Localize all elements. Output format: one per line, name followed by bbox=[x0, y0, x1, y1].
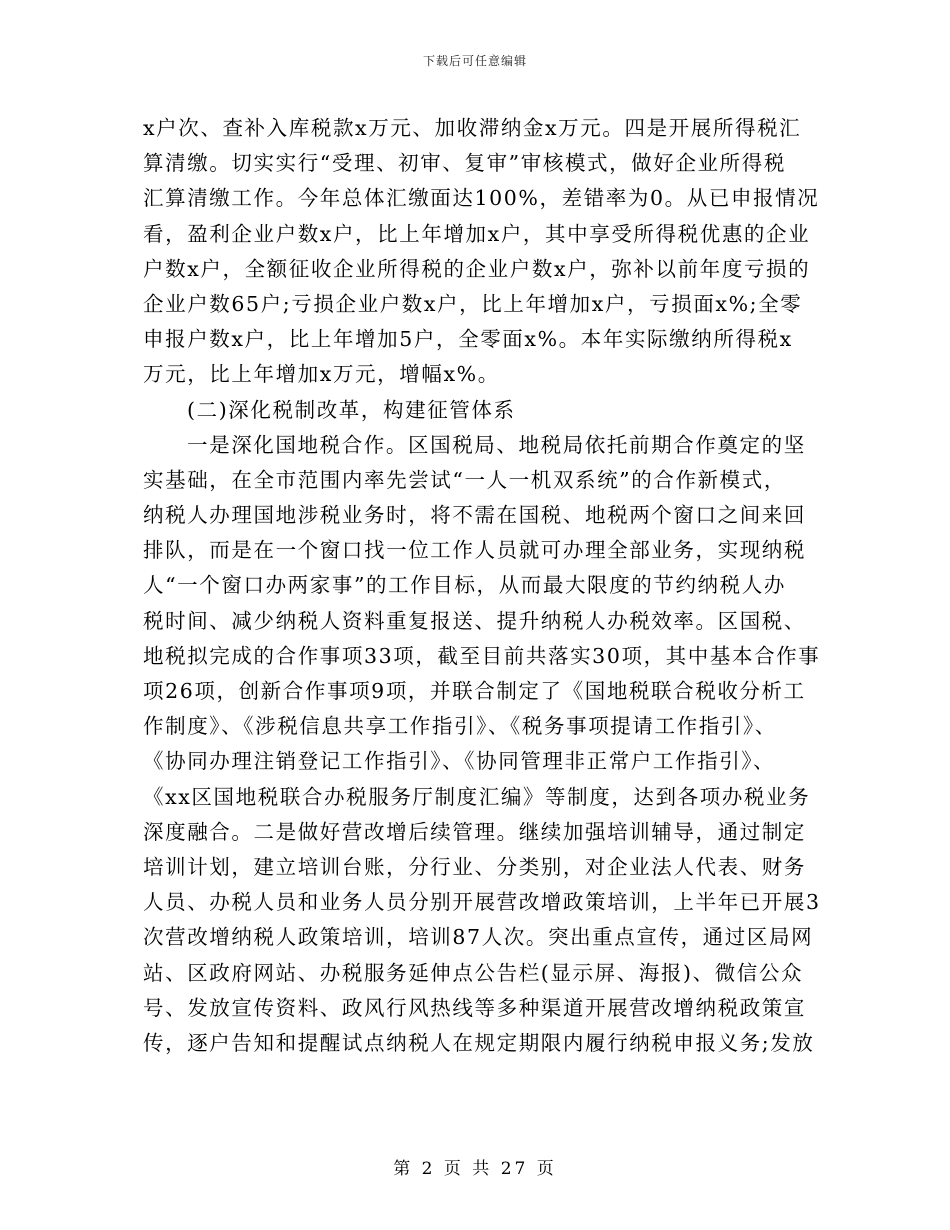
text-line: 汇算清缴工作。今年总体汇缴面达100%，差错率为0。从已申报情况 bbox=[143, 186, 820, 211]
text-line: 万元，比上年增加x万元，增幅x%。 bbox=[143, 362, 500, 387]
document-body bbox=[143, 111, 821, 1061]
text-line: 人员、办税人员和业务人员分别开展营改增政策培训，上半年已开展3 bbox=[143, 890, 821, 915]
text-line: 算清缴。切实实行“受理、初审、复审”审核模式，做好企业所得税 bbox=[143, 151, 786, 176]
text-line: 企业户数65户;亏损企业户数x户，比上年增加x户，亏损面x%;全零 bbox=[143, 291, 803, 316]
text-line: 站、区政府网站、办税服务延伸点公告栏(显示屏、海报)、微信公众 bbox=[143, 960, 804, 985]
text-line: 纳税人办理国地涉税业务时，将不需在国税、地税两个窗口之间来回 bbox=[143, 503, 806, 528]
text-line: 《协同办理注销登记工作指引》、《协同管理非正常户工作指引》、 bbox=[143, 749, 776, 774]
text-line: 实基础，在全市范围内率先尝试“一人一机双系统”的合作新模式， bbox=[143, 467, 786, 492]
text-line: 次营改增纳税人政策培训，培训87人次。突出重点宣传，通过区局网 bbox=[143, 925, 814, 950]
section-heading: (二)深化税制改革，构建征管体系 bbox=[187, 397, 516, 422]
text-line: 地税拟完成的合作事项33项，截至目前共落实30项，其中基本合作事 bbox=[143, 643, 821, 668]
paragraph-start-line: 一是深化国地税合作。区国税局、地税局依托前期合作奠定的坚 bbox=[187, 432, 806, 457]
text-line: 号、发放宣传资料、政风行风热线等多种渠道开展营改增纳税政策宣 bbox=[143, 995, 806, 1020]
text-line: 培训计划，建立培训台账，分行业、分类别，对企业法人代表、财务 bbox=[143, 854, 806, 879]
text-line: 《xx区国地税联合办税服务厅制度汇编》等制度，达到各项办税业务 bbox=[143, 784, 811, 809]
text-line: 税时间、减少纳税人资料重复报送、提升纳税人办税效率。区国税、 bbox=[143, 608, 806, 633]
page-header: 下载后可任意编辑 bbox=[422, 54, 527, 68]
text-line: 排队，而是在一个窗口找一位工作人员就可办理全部业务，实现纳税 bbox=[143, 538, 806, 563]
text-line: 项26项，创新合作事项9项，并联合制定了《国地税联合税收分析工 bbox=[143, 679, 806, 703]
text-line: 作制度》、《涉税信息共享工作指引》、《税务事项提请工作指引》、 bbox=[143, 714, 777, 739]
text-line: 户数x户，全额征收企业所得税的企业户数x户，弥补以前年度亏损的 bbox=[143, 256, 811, 281]
text-line: 申报户数x户，比上年增加5户，全零面x%。本年实际缴纳所得税x bbox=[143, 327, 793, 352]
text-line: x户次、查补入库税款x万元、加收滞纳金x万元。四是开展所得税汇 bbox=[143, 116, 802, 140]
text-line: 传，逐户告知和提醒试点纳税人在规定期限内履行纳税申报义务;发放 bbox=[143, 1030, 815, 1055]
text-line: 深度融合。二是做好营改增后续管理。继续加强培训辅导，通过制定 bbox=[143, 819, 806, 844]
page-number-footer: 第 2 页 共 27 页 bbox=[393, 1159, 557, 1179]
text-line: 人“一个窗口办两家事”的工作目标，从而最大限度的节约纳税人办 bbox=[143, 573, 786, 598]
text-line: 看，盈利企业户数x户，比上年增加x户，其中享受所得税优惠的企业 bbox=[143, 221, 811, 246]
